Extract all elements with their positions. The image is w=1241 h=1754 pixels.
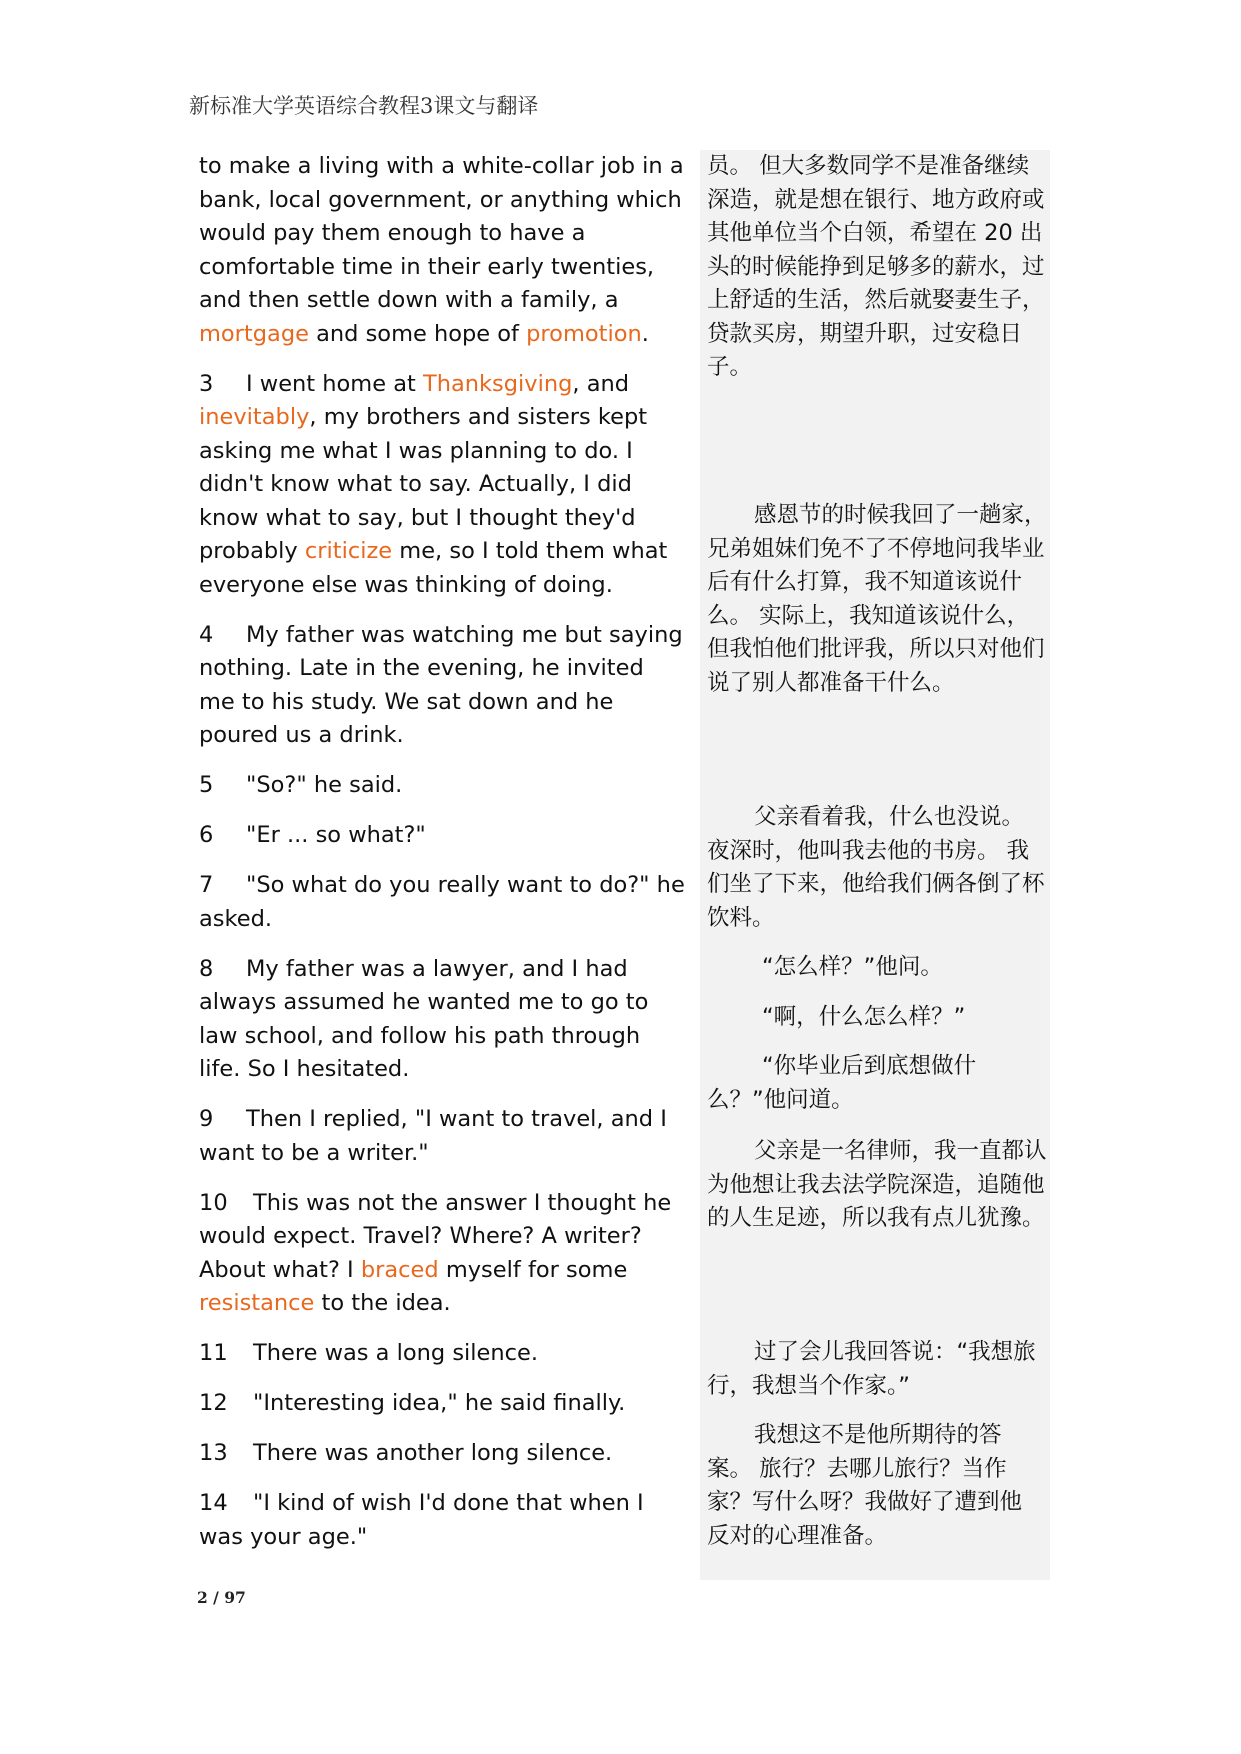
translation-paragraph-5: “怎么样？”他问。 [762,954,943,980]
document-header: 新标准大学英语综合教程3课文与翻译 [189,94,539,118]
paragraph-9: 9 Then I replied, "I want to travel, and I want to be a writer." [199,1103,685,1170]
paragraph-number: 7 [199,872,214,898]
english-text-column [199,150,685,1571]
translation-paragraph-9: 过了会儿我回答说：“我想旅行，我想当个作家。” [707,1339,1036,1399]
translation-paragraph-8: 父亲是一名律师，我一直都认为他想让我去法学院深造，追随他的人生足迹，所以我有点儿犹豫。 [707,1138,1047,1231]
paragraph-3: 3 I went home at Thanksgiving, and inevitably, my brothers and sisters kept asking me what I was planning to do. I didn't know what to say. Actually, I did know what to say, but I thought they'd probably criticize me, so I told them what everyone else was thinking of doing. [199,368,685,603]
vocab-highlight[interactable]: braced [360,1256,439,1283]
translation-paragraph-3: 感恩节的时候我回了一趟家，兄弟姐妹们免不了不停地问我毕业后有什么打算，我不知道该说什么。 实际上，我知道该说什么，但我怕他们批评我，所以只对他们说了别人都准备干什么。 [707,502,1047,696]
translation-paragraph-6: “啊，什么怎么样？” [762,1004,966,1030]
paragraph-number: 9 [199,1106,214,1132]
paragraph-5: 5 "So?" he said. [199,769,685,803]
translation-paragraph-7: “你毕业后到底想做什么？”他问道。 [707,1053,977,1113]
paragraph-number: 12 [199,1390,228,1416]
paragraph-2-continued: to make a living with a white-collar job in a bank, local government, or anything which would pay them enough to have a comfortable time in their early twenties, and then settle down with a family, a mortgage and some hope of promotion. [199,153,684,347]
vocab-highlight[interactable]: promotion [526,320,642,347]
paragraph-7: 7 "So what do you really want to do?" he asked. [199,869,685,936]
paragraph-6: 6 "Er ... so what?" [199,819,685,853]
vocab-highlight[interactable]: criticize [304,538,393,564]
vocab-highlight[interactable]: resistance [199,1290,315,1316]
page-number: 2 / 97 [197,1588,246,1607]
translation-paragraph-10: 我想这不是他所期待的答案。 旅行？去哪儿旅行？当作家？写什么呀？我做好了遭到他反对的心理准备。 [707,1422,1023,1549]
paragraph-11: 11 There was a long silence. [199,1337,685,1371]
paragraph-8: 8 My father was a lawyer, and I had always assumed he wanted me to go to law school, and follow his path through life. So I hesitated. [199,953,685,1087]
paragraph-number: 11 [199,1340,228,1366]
paragraph-10: 10 This was not the answer I thought he would expect. Travel? Where? A writer? About what? I braced myself for some resistance to the idea. [199,1187,685,1321]
translation-paragraph-4: 父亲看着我，什么也没说。 夜深时，他叫我去他的书房。 我们坐了下来，他给我们俩各倒了杯饮料。 [707,804,1045,931]
vocab-highlight[interactable]: mortgage [199,320,309,347]
paragraph-number: 13 [199,1440,228,1466]
vocab-highlight[interactable]: inevitably [199,404,310,430]
paragraph-13: 13 There was another long silence. [199,1437,685,1471]
paragraph-4: 4 My father was watching me but saying nothing. Late in the evening, he invited me to his study. We sat down and he poured us a drink. [199,619,685,753]
paragraph-number: 4 [199,621,214,648]
translation-paragraph-2-continued: 员。 但大多数同学不是准备继续深造，就是想在银行、地方政府或其他单位当个白领，希望在 20 出头的时候能挣到足够多的薪水，过上舒适的生活，然后就娶妻生子，贷款买房，期望升职，过安稳日子。 [707,153,1045,380]
paragraph-14: 14 "I kind of wish I'd done that when I was your age." [199,1487,685,1554]
vocab-highlight[interactable]: Thanksgiving [422,370,573,397]
paragraph-number: 8 [199,955,214,982]
paragraph-number: 14 [199,1490,228,1516]
paragraph-number: 3 [199,370,214,397]
paragraph-number: 5 [199,772,214,798]
paragraph-number: 10 [199,1189,228,1216]
paragraph-number: 6 [199,822,214,848]
paragraph-12: 12 "Interesting idea," he said finally. [199,1387,685,1421]
